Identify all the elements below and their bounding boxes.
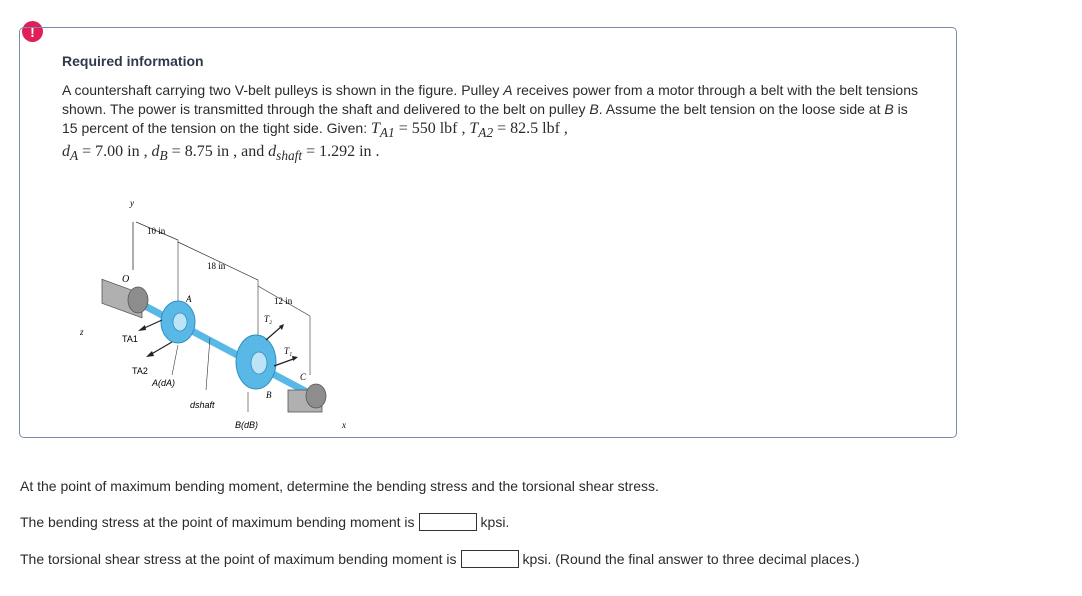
db-given: $d_B = 8.75$ in , and [151,143,265,164]
text-segment: is 15 percent of the tension on the tight side. Given: [62,101,908,136]
ta2-label: TA2 [132,366,148,376]
dim-10-label: 10 in [147,226,166,236]
da-given: $d_A = 7.00$ in , [62,143,148,164]
countershaft-figure [60,170,360,430]
pulley-a-ref: A [503,82,513,98]
bending-stress-row [20,513,509,531]
info-heading: Required information [62,53,204,69]
db-value: = 8.75 in , and [171,143,265,161]
ta2-given: $T_{A2} = 82.5$ lbf , [469,120,568,141]
bending-stress-label: The bending stress at the point of maximum bending moment is [20,514,415,530]
ta2-value: = 82.5 lbf , [497,120,568,137]
bearing-c-label: C [300,372,307,382]
dim-12-label: 12 in [274,296,293,306]
pulley-b-label: B [266,390,272,400]
question-intro [20,478,659,494]
b-db-label: B(dB) [235,420,259,430]
y-axis-label: y [130,198,134,208]
bending-stress-input[interactable] [419,513,477,531]
pulley-a [161,301,195,343]
pulley-b-ref: B [589,101,599,117]
dshaft-value: = 1.292 in . [306,143,380,161]
a-da-label: A(dA) [152,378,176,388]
x-axis-label: x [342,420,346,430]
shear-stress-unit: kpsi. (Round the final answer to three decimal places.) [522,551,860,567]
shear-stress-label: The torsional shear stress at the point of maximum bending moment is [20,551,457,567]
problem-statement [62,81,922,165]
text-segment: A countershaft carrying two V-belt pulleys is shown in the figure. Pulley [62,82,504,98]
origin-label: O [122,274,130,285]
pulley-b [236,335,276,389]
t2-arrow [266,326,282,340]
bearing-o [102,279,148,318]
required-info-panel [19,27,957,438]
pulley-b-ref: B [884,101,894,117]
da-value: = 7.00 in , [82,143,148,161]
alert-icon: ! [22,21,43,42]
z-axis-label: z [80,327,84,337]
ta1-value: = 550 lbf , [398,120,466,137]
bending-stress-unit: kpsi. [480,514,510,530]
t1-label: T₁ [284,346,293,356]
shear-stress-row [20,550,860,568]
question-intro-text: At the point of maximum bending moment, determine the bending stress and the torsional shear stress. [20,478,659,494]
text-segment: . Assume the belt tension on the loose side at [598,101,885,117]
ta1-label: TA1 [122,334,138,344]
t2-label: T₂ [264,314,273,324]
shear-stress-input[interactable] [461,550,519,568]
text-segment: receives power from a motor through a belt with the belt tensions shown. The power is transmitted through the shaft and delivered to the belt on pulley [62,82,919,117]
pulley-a-label: A [186,294,192,304]
dshaft-label: dshaft [190,400,215,410]
ta1-given: $T_{A1} = 550$ lbf , [370,120,466,141]
dim-18-label: 18 in [207,261,226,271]
dshaft-given: $d_{shaft} = 1.292$ in . [268,143,380,164]
